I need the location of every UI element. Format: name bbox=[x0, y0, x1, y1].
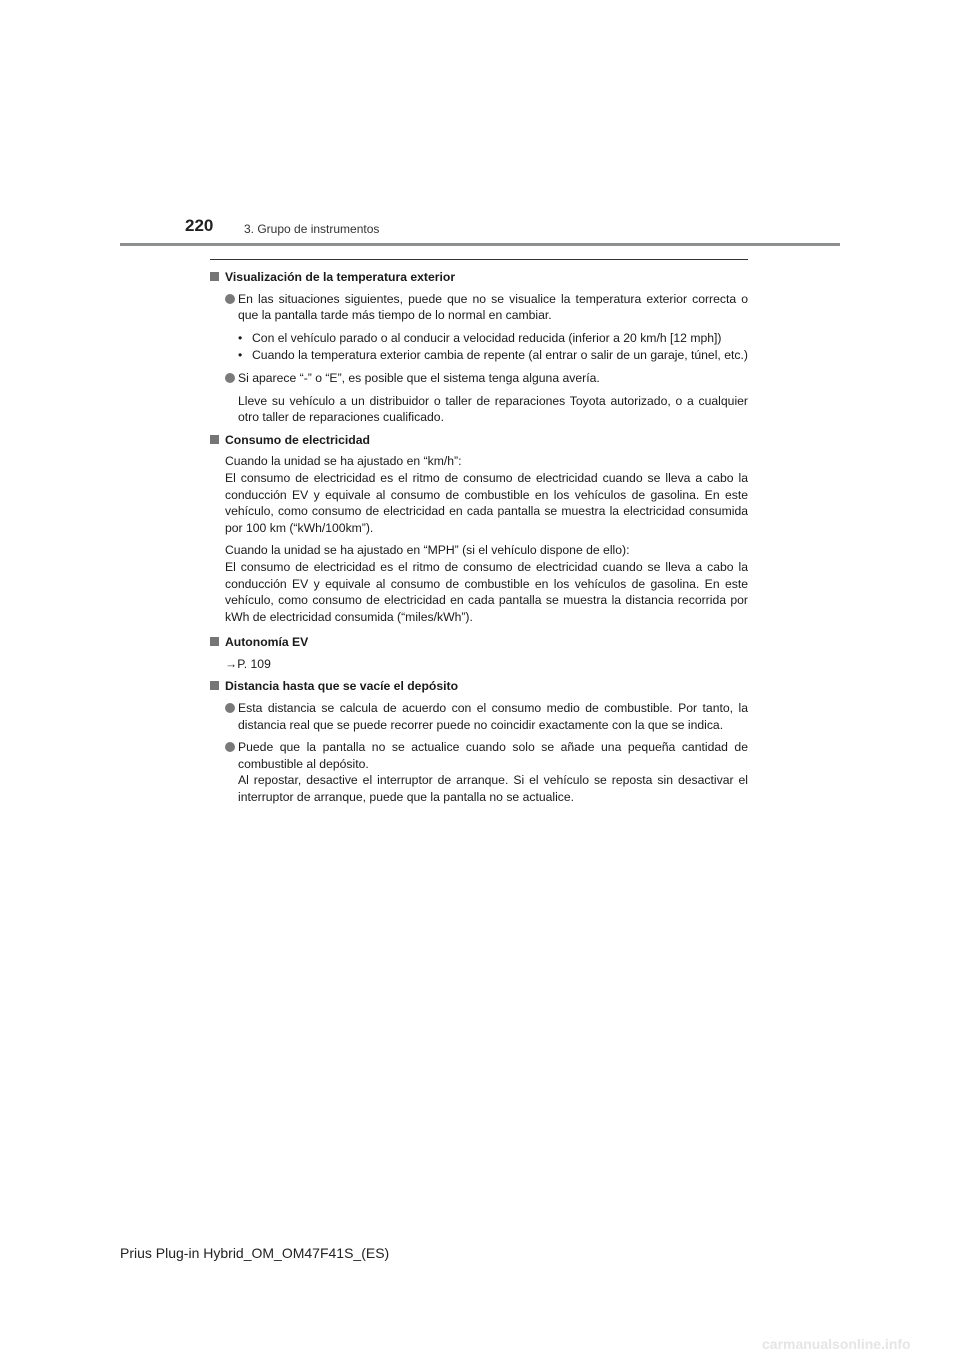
section-title: Autonomía EV bbox=[225, 635, 309, 650]
page-content bbox=[210, 259, 748, 812]
square-bullet-icon bbox=[210, 272, 219, 281]
bullet-text: Esta distancia se calcula de acuerdo con el consumo medio de combustible. Por tanto, la distancia real que se puede recorrer puede no coincidir exactamente con la que se indica. bbox=[238, 701, 748, 732]
header-rule bbox=[120, 243, 840, 246]
bullet-text: En las situaciones siguientes, puede que no se visualice la temperatura exterior correcta o que la pantalla tarde más tiempo de lo normal en cambiar. bbox=[238, 291, 748, 323]
section-divider bbox=[210, 259, 748, 260]
bullet-continuation: Al repostar, desactive el interruptor de arranque. Si el vehículo se reposta sin desactivar el interruptor de arranque, puede que la pantalla no se actualice. bbox=[238, 773, 748, 805]
paragraph-text: El consumo de electricidad es el ritmo de consumo de electricidad cuando se lleva a cabo la conducción EV y equivale al consumo de combustible en los vehículos de gasolina. En este vehículo, como consumo de electricidad en cada pantalla se muestra la electricidad consumida por 100 km (“kWh/100km”). bbox=[225, 470, 748, 535]
section-heading-electricity bbox=[210, 432, 748, 449]
square-bullet-icon bbox=[210, 435, 219, 444]
bullet-text: Puede que la pantalla no se actualice cuando solo se añade una pequeña cantidad de combustible al depósito. bbox=[238, 740, 748, 771]
sub-list-text: Con el vehículo parado o al conducir a velocidad reducida (inferior a 20 km/h [12 mph]) bbox=[252, 330, 722, 345]
sub-list bbox=[210, 330, 748, 364]
paragraph-text: El consumo de electricidad es el ritmo de consumo de electricidad cuando se lleva a cabo la conducción EV y equivale al consumo de combustible en los vehículos de gasolina. En este vehículo, como consumo de electricidad en cada pantalla se muestra la distancia recorrida por kWh de electricidad consumida (“miles/kWh”). bbox=[225, 559, 748, 624]
sub-list-item bbox=[210, 347, 748, 364]
section-title: Visualización de la temperatura exterior bbox=[225, 270, 456, 284]
bullet-item bbox=[210, 739, 748, 805]
watermark: carmanualsonline.info bbox=[762, 1336, 911, 1352]
chapter-title: 3. Grupo de instrumentos bbox=[244, 222, 380, 236]
circle-bullet-icon bbox=[225, 742, 235, 752]
bullet-item bbox=[210, 700, 748, 733]
sub-list-text: Cuando la temperatura exterior cambia de repente (al entrar o salir de un garaje, túnel, etc.) bbox=[252, 348, 748, 363]
circle-bullet-icon bbox=[225, 294, 235, 304]
bullet-item bbox=[210, 291, 748, 324]
bullet-item bbox=[210, 370, 748, 387]
section-heading-ev-range bbox=[210, 634, 748, 651]
paragraph-lead: Cuando la unidad se ha ajustado en “km/h”: bbox=[225, 454, 462, 469]
section-heading-temperature bbox=[210, 269, 748, 286]
paragraph-lead: Cuando la unidad se ha ajustado en “MPH” (si el vehículo dispone de ello): bbox=[225, 543, 630, 558]
bullet-text: Si aparece “-” o “E”, es posible que el sistema tenga alguna avería. bbox=[238, 370, 600, 385]
page-reference-link[interactable]: →P. 109 bbox=[225, 656, 271, 671]
body-paragraph bbox=[210, 542, 748, 625]
square-bullet-icon bbox=[210, 681, 219, 690]
small-dot-icon: • bbox=[238, 348, 243, 363]
manual-id-footer: Prius Plug-in Hybrid_OM_OM47F41S_(ES) bbox=[120, 1245, 390, 1261]
page-number: 220 bbox=[185, 216, 214, 235]
section-title: Distancia hasta que se vacíe el depósito bbox=[225, 679, 459, 694]
circle-bullet-icon bbox=[225, 373, 235, 383]
circle-bullet-icon bbox=[225, 703, 235, 713]
sub-list-item bbox=[210, 330, 748, 347]
square-bullet-icon bbox=[210, 637, 219, 646]
section-title: Consumo de electricidad bbox=[225, 432, 370, 447]
small-dot-icon: • bbox=[238, 330, 243, 345]
section-heading-fuel-distance bbox=[210, 678, 748, 695]
body-paragraph bbox=[210, 453, 748, 536]
bullet-continuation: Lleve su vehículo a un distribuidor o taller de reparaciones Toyota autorizado, o a cualquier otro taller de reparaciones cualificado. bbox=[238, 393, 748, 425]
